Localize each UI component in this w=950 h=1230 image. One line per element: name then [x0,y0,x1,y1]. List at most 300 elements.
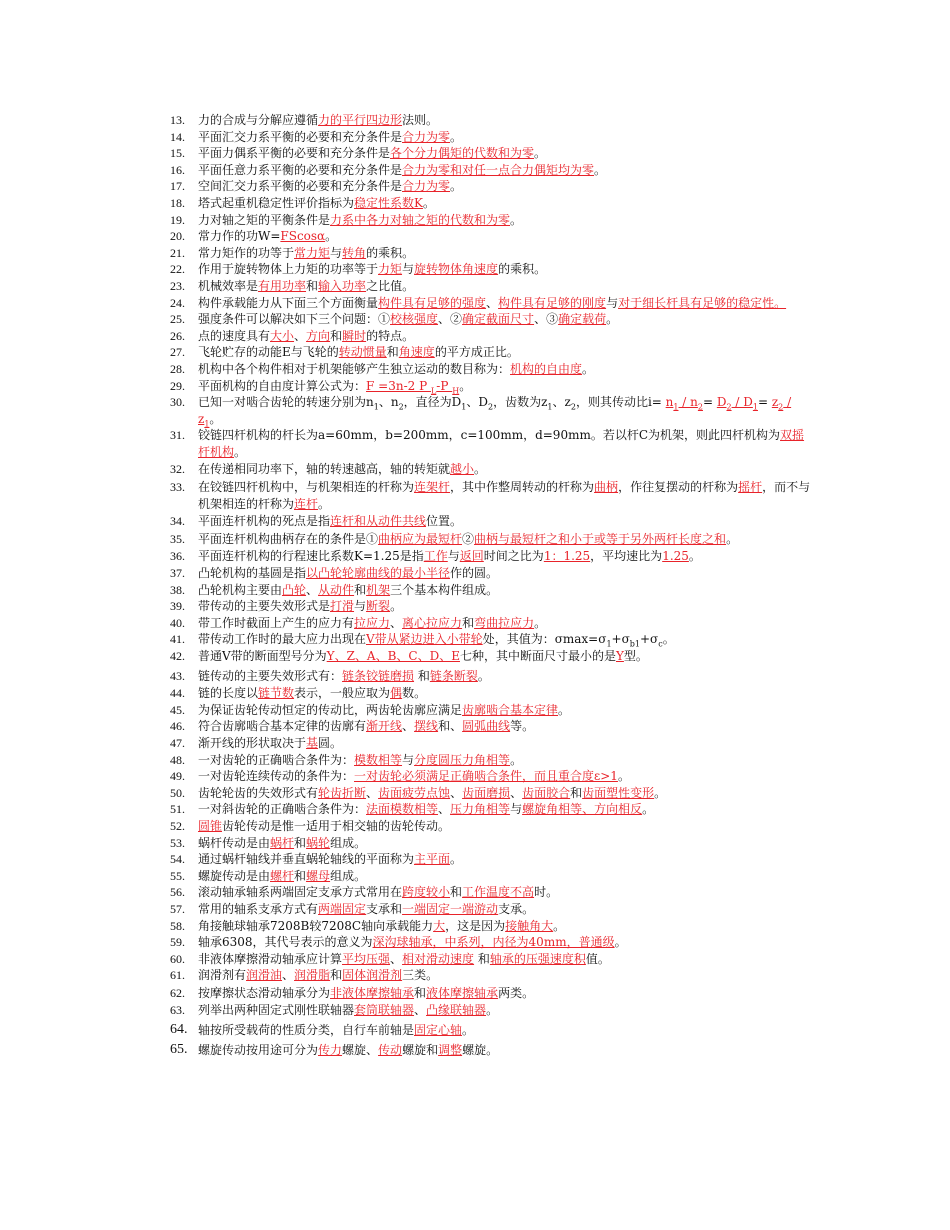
question-text: 构件承载能力从下面三个方面衡量 [198,295,379,310]
list-item [170,884,815,901]
question-text: 位置。 [426,514,463,529]
question-text: 的乘积。 [366,245,415,260]
item-text [198,514,462,528]
item-number: 19. [170,212,185,227]
answer-text: 2 [778,402,784,412]
question-text: 凸轮机构的基圆是指 [198,566,307,581]
item-text [198,703,570,717]
answer-text: 圆弧曲线 [462,719,511,734]
item-text [198,146,546,160]
list-item [170,768,815,785]
answer-text: 返回 [459,549,484,564]
item-number: 44. [170,686,185,701]
answer-text: 旋转物体角速度 [414,262,499,277]
answer-text: 平均压强 [342,951,391,966]
answer-text: F =3n-2 P [366,378,431,393]
answer-text: 轴承的压强速度积 [489,951,586,966]
answer-text: 圆锥 [198,818,223,833]
item-number: 21. [170,245,185,260]
answer-text: 大小 [270,328,295,343]
list-item [170,1022,815,1039]
answer-text: 齿面胶合 [522,785,571,800]
item-number: 50. [170,785,185,800]
question-text: 、 [390,615,403,630]
item-text [198,213,522,227]
question-text: +σ [640,632,659,647]
question-text: 。 [234,444,247,459]
answer-text: D [716,395,727,410]
question-text: 和 [294,868,307,883]
list-item [170,631,815,648]
answer-text: 齿面疲劳点蚀 [378,785,451,800]
list-item [170,344,815,361]
list-item [170,394,815,427]
answer-text: n [665,395,674,410]
question-text: 。 [510,212,523,227]
question-text: 、② [438,312,463,327]
answer-text: 凸缘联轴器 [426,1003,487,1018]
question-text: 在铰链四杆机构中，与机架相连的杆称为 [198,480,415,495]
answer-text: 拉应力 [354,615,391,630]
answer-text: 2 [726,402,732,412]
item-text [198,345,519,359]
question-text: 平面连杆机构的死点是指 [198,514,331,529]
answer-text: 弯曲拉应力 [474,615,535,630]
answer-text: 对于细长杆具有足够的稳定性。 [618,295,787,310]
item-number: 65. [170,1041,188,1057]
answer-text: 离心拉应力 [402,615,463,630]
question-text: 、 [438,802,451,817]
item-number: 41. [170,632,185,647]
question-text: 凸轮机构主要由 [198,582,283,597]
question-text: 角接触球轴承7208B较7208C轴向承载能力 [198,918,434,933]
answer-text: FScosα [280,229,326,244]
answer-text: 越小 [450,462,475,477]
item-text [198,952,610,966]
item-number: 30. [170,395,185,410]
question-text: 与 [447,549,460,564]
answer-text: 力矩 [378,262,403,277]
question-text: 为保证齿轮传动恒定的传动比，两齿轮齿廓应满足 [198,702,463,717]
answer-text: 齿面塑性变形 [582,785,655,800]
question-text: ，作往复摆动的杆称为 [618,480,739,495]
item-number: 56. [170,885,185,900]
question-text: 等。 [510,719,535,734]
item-text [198,686,426,700]
question-text: 。 [462,1023,475,1038]
item-text [198,669,490,683]
question-text: 点的速度具有 [198,328,271,343]
item-text [198,719,534,733]
question-text: 七种，其中断面尺寸最小的是 [459,649,616,663]
item-text [198,262,546,276]
list-item [170,295,815,312]
answer-text: 摇杆 [738,480,763,495]
item-number: 32. [170,462,185,477]
answer-text: 有用功率 [258,278,307,293]
answer-text: 摆线 [414,719,439,734]
item-number: 55. [170,868,185,883]
question-text: 与 [402,752,415,767]
answer-text: 双摇杆机构 [198,428,805,459]
question-text: 、 [306,582,319,597]
answer-text: z [771,395,779,410]
question-text: 平面连杆机构的行程速比系数K=1.25是指 [198,549,424,564]
answer-text: 模数相等 [354,752,403,767]
question-text: 强度条件可以解决如下三个问题：① [198,312,391,327]
question-text: ，这是因为 [445,918,506,933]
question-text: 和 [414,985,427,1000]
answer-text: 连杆和从动件共线 [330,514,427,529]
answer-text: 曲柄应为最短杆 [378,531,463,546]
question-text: 轴按所受载荷的性质分类，自行车前轴是 [198,1023,415,1038]
answer-text: 1：1.25 [543,549,591,564]
item-number: 42. [170,649,185,663]
item-number: 20. [170,229,185,244]
item-text [198,736,342,750]
list-item [170,427,815,460]
list-item [170,112,815,129]
question-text: 与 [606,295,619,310]
question-text: 支承。 [498,901,535,916]
question-text: = [757,395,772,410]
question-text: 。 [654,785,667,800]
item-text [198,1043,498,1057]
list-item [170,548,815,565]
answer-text: 力的平行四边形 [318,113,403,127]
question-text: c [658,639,663,649]
answer-text: 固定心轴 [414,1023,463,1038]
question-text: 2 [488,402,494,412]
item-number: 35. [170,531,185,546]
answer-text: 法面模数相等 [366,802,439,817]
answer-text: 螺旋角相等、方向相反 [522,802,643,817]
answer-text: 各个分力偶矩的代数和为零 [390,146,535,161]
item-number: 29. [170,378,185,393]
question-text: 按摩擦状态滑动轴承分为 [198,985,331,1000]
list-item [170,378,815,395]
item-number: 63. [170,1003,185,1018]
item-text [198,649,648,663]
list-item [170,162,815,179]
answer-text: / D [731,395,753,410]
answer-text: 力系中各力对轴之矩的代数和为零 [330,212,511,227]
question-text: 一对齿轮的正确啮合条件为： [198,752,355,767]
answer-text: 润滑脂 [294,968,331,983]
question-text: 空间汇交力系平衡的必要和充分条件是 [198,179,403,194]
item-number: 51. [170,802,185,817]
item-number: 15. [170,146,185,161]
answer-text: 机架 [366,582,391,597]
list-item [170,212,815,229]
list-item [170,361,815,378]
question-text: 。 [477,668,490,683]
question-text: 2 [570,402,576,412]
question-text: 1 [606,639,612,649]
item-text [198,229,337,243]
question-text: 一对齿轮连续传动的条件为： [198,769,355,784]
question-text: 平面连杆机构曲柄存在的条件是① [198,531,379,546]
answer-text: 相对滑动速度 [402,951,475,966]
item-number: 47. [170,735,185,750]
answer-text: 润滑油 [246,968,283,983]
item-number: 33. [170,480,185,495]
list-item [170,1042,815,1059]
question-text: 渐开线的形状取决于 [198,735,307,750]
answer-text: 连架杆 [414,480,451,495]
question-text: 与 [330,245,343,260]
question-text: = [702,395,717,410]
answer-text: 渐开线 [366,719,403,734]
item-text [198,786,666,800]
answer-text: 从动件 [318,582,355,597]
question-text: 链的长度以 [198,686,259,701]
item-number: 23. [170,278,185,293]
answer-text: 一对齿轮必须满足正确啮合条件，而且重合度ε>1 [354,769,618,784]
question-text: 。 [474,462,487,477]
question-text: 、n [378,395,399,410]
answer-text: 1.25 [662,549,689,564]
item-number: 18. [170,195,185,210]
item-number: 61. [170,968,185,983]
item-number: 37. [170,566,185,581]
item-text [198,599,402,613]
item-number: 54. [170,852,185,867]
question-text: 、 [294,328,307,343]
item-text [198,935,627,949]
question-text: 。 [726,531,739,546]
question-text: 与 [354,599,367,614]
question-text: 。 [318,496,331,511]
item-text [198,549,701,563]
item-number: 53. [170,835,185,850]
answer-text: 主平面 [414,852,451,867]
item-text [198,986,534,1000]
item-text [198,362,594,376]
item-number: 43. [170,668,185,683]
answer-text: 分度圆压力角相等 [414,752,511,767]
answer-text: 确定载荷 [558,312,607,327]
question-text: 时间之比为 [483,549,544,564]
question-text: 符合齿廓啮合基本定律的齿廓有 [198,719,367,734]
question-text: 、 [414,1003,427,1018]
list-item [170,598,815,615]
answer-text: 常力矩 [294,245,331,260]
question-text: 和 [570,785,583,800]
question-text: 、D [466,395,488,410]
question-text: 处，其值为：σmax=σ [482,632,607,647]
answer-text: 确定截面尺寸 [462,312,535,327]
question-text: 和 [294,835,307,850]
question-text: 齿轮传动是惟一适用于相交轴的齿轮传动。 [222,818,451,833]
question-text: 三个基本构件组成。 [390,582,499,597]
list-item [170,967,815,984]
question-text: 作的圆。 [450,566,499,581]
answer-text: 固体润滑剂 [342,968,403,983]
item-text [198,312,618,326]
list-item [170,531,815,548]
question-text: 法则。 [402,113,439,127]
item-text [198,296,786,310]
answer-text: 接触角大 [505,918,554,933]
item-text [198,246,414,260]
answer-text: 工作 [423,549,448,564]
answer-text: 链条铰链磨损 [342,668,415,683]
question-text: 普通V带的断面型号分为 [198,649,327,663]
list-item [170,752,815,769]
question-text: 螺旋、 [342,1042,379,1057]
answer-text: V带从紧边进入小带轮 [366,632,483,647]
list-item [170,648,815,665]
item-text [198,919,565,933]
item-number: 46. [170,719,185,734]
question-text: 螺旋。 [462,1042,499,1057]
question-text: 表示，一般应取为 [294,686,391,701]
question-text: 平面力偶系平衡的必要和充分条件是 [198,146,391,161]
item-number: 45. [170,702,185,717]
answer-text: 输入功率 [318,278,367,293]
item-number: 36. [170,549,185,564]
item-number: 27. [170,345,185,360]
answer-text: 齿廓啮合基本定律 [462,702,559,717]
question-text: 值。 [585,951,610,966]
list-item [170,801,815,818]
list-item [170,328,815,345]
question-text: 的特点。 [366,328,415,343]
list-item [170,278,815,295]
item-number: 14. [170,129,185,144]
list-item [170,785,815,802]
question-text: 。 [614,935,627,950]
answer-text: 合力为零和对任一点合力偶矩均为零 [402,162,595,177]
answer-text: 液体摩擦轴承 [426,985,499,1000]
item-text [198,163,606,177]
answer-text: 构件具有足够的强度 [378,295,487,310]
answer-text: 传力 [318,1042,343,1057]
answer-text: 齿面磨损 [462,785,511,800]
question-text: ② [462,531,475,546]
list-item [170,685,815,702]
question-text: 和 [386,345,399,360]
answer-text: 一端固定一端游动 [402,901,499,916]
question-text: 。 [450,179,463,194]
item-number: 26. [170,328,185,343]
item-number: 39. [170,599,185,614]
answer-text: 螺母 [306,868,331,883]
question-text: 、 [390,951,403,966]
answer-text: 稳定性系数K [354,195,423,210]
list-item [170,851,815,868]
question-text: 的平方成正比。 [434,345,519,360]
item-number: 31. [170,428,185,443]
answer-text: 1 [204,419,210,429]
question-text: 与 [402,262,415,277]
list-item [170,479,815,512]
item-text [198,130,462,144]
item-text [198,836,366,850]
question-text: 列举出两种固定式刚性联轴器 [198,1003,355,1018]
question-text: 数。 [402,686,427,701]
question-text: 作用于旋转物体上力矩的功率等于 [198,262,379,277]
answer-text: 链节数 [258,686,295,701]
question-text: 、 [510,785,523,800]
question-text: 之比值。 [366,278,415,293]
question-text: 润滑剂有 [198,968,247,983]
question-text: 和 [414,668,430,683]
list-item [170,311,815,328]
question-text: 飞轮贮存的动能E与飞轮的 [198,345,339,360]
question-text: ，而不与机架相连的杆称为 [198,480,811,511]
item-number: 62. [170,985,185,1000]
answer-text: 2 [697,402,703,412]
answer-text: 构件具有足够的刚度 [498,295,607,310]
question-text: 机械效率是 [198,278,259,293]
item-number: 24. [170,295,185,310]
answer-text: 传动 [378,1042,403,1057]
list-item [170,702,815,719]
item-text [198,279,414,293]
question-text: 塔式起重机稳定性评价指标为 [198,195,355,210]
item-text [198,968,438,982]
answer-text: 蜗轮 [306,835,331,850]
item-text [198,428,804,459]
item-number: 34. [170,514,185,529]
list-item [170,901,815,918]
question-text: 组成。 [330,868,367,883]
answer-text: 瞬时 [342,328,367,343]
item-number: 22. [170,262,185,277]
answer-text: 1 [752,402,758,412]
item-text [198,753,522,767]
question-text: ，直径为D [403,395,462,410]
list-item [170,178,815,195]
question-text: 通过蜗杆轴线并垂直蜗轮轴线的平面称为 [198,852,415,867]
question-text: 和 [330,968,343,983]
item-text [198,329,414,343]
question-text: 常力矩作的功等于 [198,245,295,260]
question-text: +σ [611,632,630,647]
question-text: 力的合成与分解应遵循 [198,113,319,127]
item-text [198,566,498,580]
question-text: 。 [325,229,338,244]
question-text: 。 [534,146,547,161]
list-item [170,835,815,852]
question-text: 平面机构的自由度计算公式为： [198,378,367,393]
question-text: 。 [642,802,655,817]
answer-text: 非液体摩擦轴承 [330,985,415,1000]
list-item [170,668,815,685]
question-text: 。 [459,378,472,393]
question-text: 。 [662,632,675,647]
item-number: 64. [170,1022,188,1038]
question-text: 。 [606,312,619,327]
question-text: 型。 [623,649,648,663]
question-text: 、 [450,785,463,800]
item-text [198,902,534,916]
question-text: 、③ [534,312,559,327]
answer-text: 断裂 [366,599,391,614]
question-text: 组成。 [330,835,367,850]
question-text: 和 [462,615,475,630]
question-text: 滚动轴承轴系两端固定支承方式常用在 [198,885,403,900]
question-text: 和 [354,582,367,597]
item-number: 38. [170,582,185,597]
item-number: 48. [170,752,185,767]
question-text: 、 [402,719,415,734]
question-list [170,112,815,1058]
question-text: 支承和 [366,901,403,916]
list-item [170,513,815,530]
